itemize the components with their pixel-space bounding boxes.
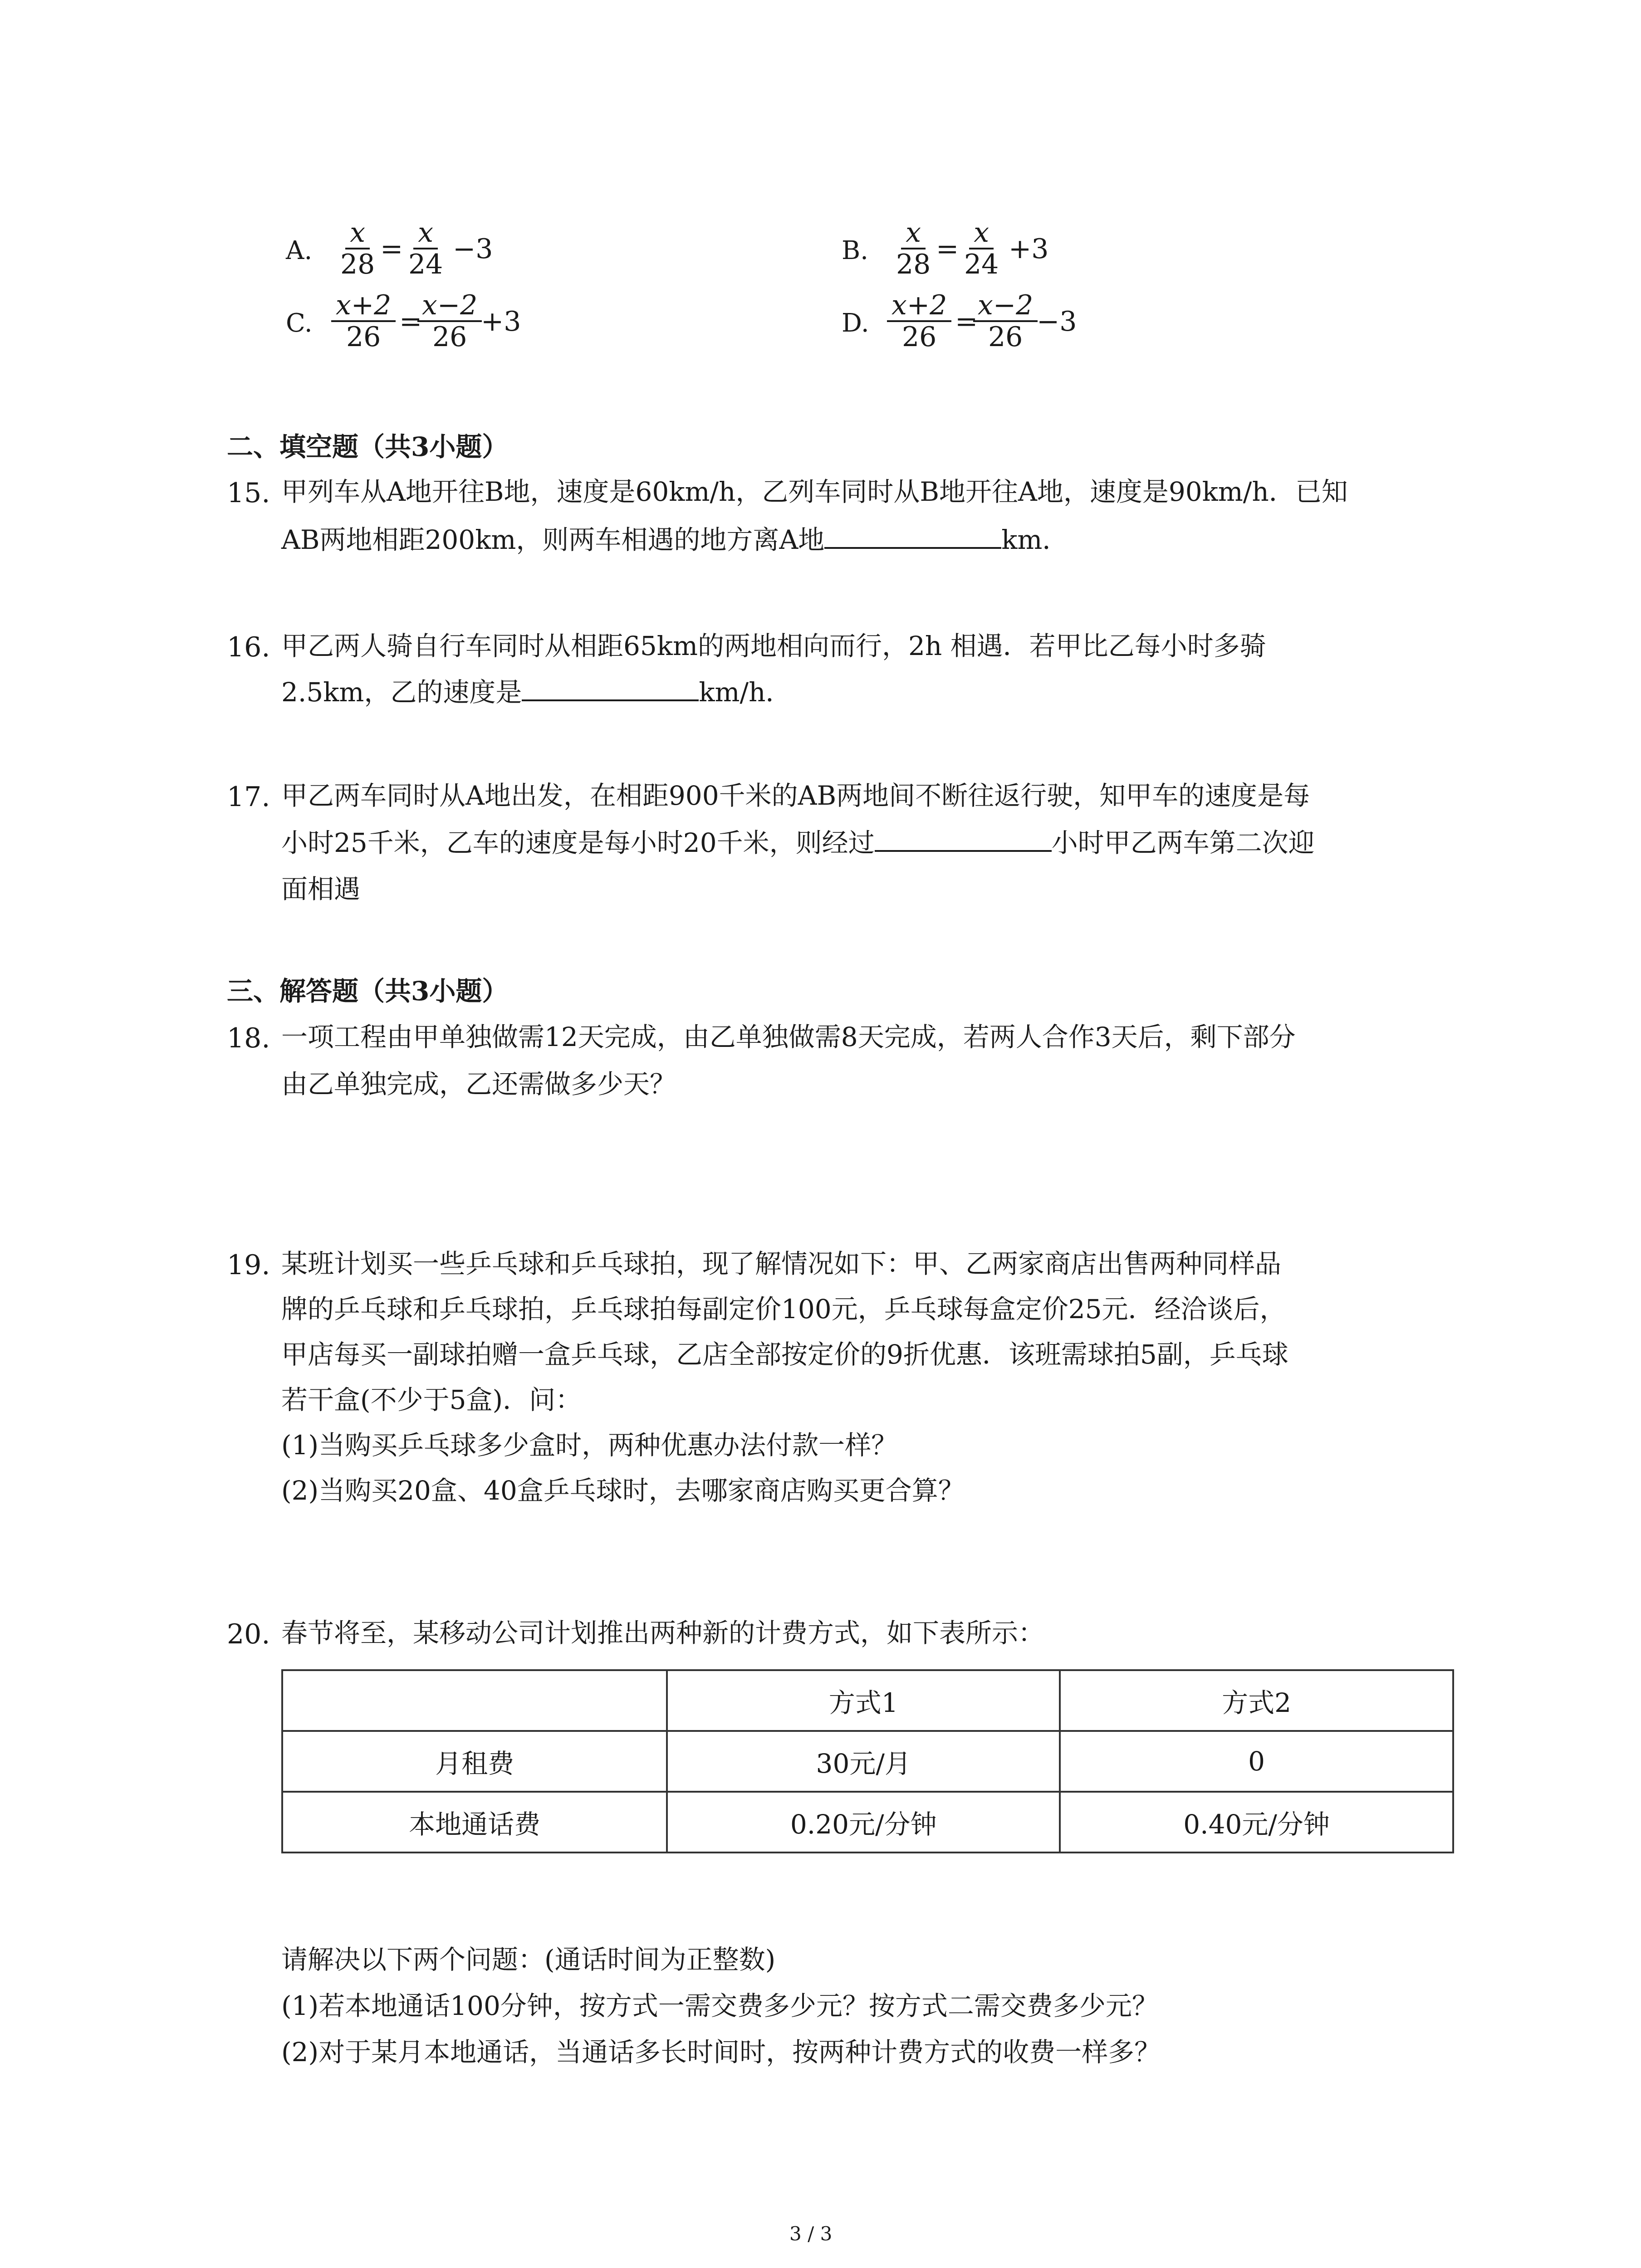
- option-a-right-fraction: [404, 218, 447, 279]
- table-row: [282, 1792, 1453, 1853]
- q19-line-4: 若干盒(不少于5盒)．问：: [281, 1384, 582, 1415]
- page-number: 3 / 3: [789, 2223, 833, 2245]
- option-a-left-fraction: [336, 218, 379, 279]
- q18-number: 18.: [227, 1022, 270, 1054]
- option-c-label: C.: [286, 308, 313, 338]
- q16-unit: km/h．: [699, 677, 792, 708]
- q15-answer-blank[interactable]: [824, 547, 1001, 549]
- q15-line-1: 甲列车从A地开往B地，速度是60km/h，乙列车同时从B地开往A地，速度是90km/h．已知: [281, 476, 1348, 507]
- q20-intro: 请解决以下两个问题：(通话时间为正整数): [281, 1944, 776, 1975]
- option-b-tail: +3: [1009, 233, 1049, 265]
- table-cell-row-label: 本地通话费: [282, 1792, 667, 1853]
- option-c-equals: =: [399, 306, 422, 337]
- q19-line-3: 甲店每买一副球拍赠一盒乒乓球，乙店全部按定价的9折优惠．该班需球拍5副，乒乓球: [281, 1339, 1288, 1370]
- option-b-right-denominator: 24: [964, 249, 999, 280]
- table-header-plan-2: 方式2: [1060, 1670, 1453, 1731]
- billing-table: [281, 1669, 1454, 1853]
- q16-answer-blank[interactable]: [522, 699, 699, 701]
- table-cell: 30元/月: [667, 1731, 1060, 1792]
- section-3-title: 三、解答题（共3小题）: [227, 976, 509, 1007]
- table-cell: 0: [1060, 1731, 1453, 1792]
- option-d-right-fraction: [973, 290, 1038, 352]
- option-c-right-denominator: 26: [432, 321, 467, 353]
- q19-sub-2: (2)当购买20盒、40盒乒乓球时，去哪家商店购买更合算？: [281, 1475, 965, 1506]
- option-c-right-fraction: [417, 290, 482, 352]
- table-cell-row-label: 月租费: [282, 1731, 667, 1792]
- table-header-row: [282, 1670, 1453, 1731]
- option-c-left-numerator: x+2: [331, 290, 396, 322]
- q15-unit: km．: [1001, 524, 1069, 555]
- q16-line-1: 甲乙两人骑自行车同时从相距65km的两地相向而行，2h 相遇．若甲比乙每小时多骑: [281, 631, 1266, 661]
- option-b-label: B.: [842, 236, 868, 265]
- option-a-right-denominator: 24: [408, 249, 443, 280]
- q15-number: 15.: [227, 477, 270, 509]
- option-b-left-numerator: x: [901, 218, 926, 249]
- q17-number: 17.: [227, 781, 270, 813]
- q17-line-1: 甲乙两车同时从A地出发，在相距900千米的AB两地间不断往返行驶，知甲车的速度是每: [281, 780, 1310, 811]
- q16-number: 16.: [227, 631, 270, 663]
- option-c-right-numerator: x−2: [417, 290, 482, 322]
- table-cell: 0.40元/分钟: [1060, 1792, 1453, 1853]
- q20-sub-1: (1)若本地通话100分钟，按方式一需交费多少元？按方式二需交费多少元？: [281, 1990, 1158, 2021]
- q17-line-2-text: 小时25千米，乙车的速度是每小时20千米，则经过: [281, 827, 875, 858]
- option-d-label: D.: [842, 308, 869, 338]
- q17-line-2: [281, 829, 1315, 856]
- option-b-left-denominator: 28: [896, 249, 931, 280]
- option-b-right-fraction: [960, 218, 1003, 279]
- q18-line-2: 由乙单独完成，乙还需做多少天？: [281, 1069, 676, 1100]
- q20-number: 20.: [227, 1618, 270, 1650]
- option-a-label: A.: [286, 236, 313, 265]
- table-header-empty: [282, 1670, 667, 1731]
- q20-sub-2: (2)对于某月本地通话，当通话多长时间时，按两种计费方式的收费一样多？: [281, 2037, 1161, 2068]
- q19-sub-1: (1)当购买乒乓球多少盒时，两种优惠办法付款一样？: [281, 1430, 898, 1461]
- option-b-equals: =: [936, 233, 959, 265]
- q16-line-2-text: 2.5km，乙的速度是: [281, 677, 522, 708]
- q17-line-3: 面相遇: [281, 874, 361, 904]
- option-d-left-fraction: [887, 290, 951, 352]
- option-a-equals: =: [380, 233, 403, 265]
- q16-line-2: [281, 679, 792, 706]
- q17-answer-blank[interactable]: [875, 850, 1052, 852]
- q19-number: 19.: [227, 1249, 270, 1281]
- q18-line-1: 一项工程由甲单独做需12天完成，由乙单独做需8天完成，若两人合作3天后，剩下部分: [281, 1022, 1296, 1052]
- option-d-right-denominator: 26: [988, 321, 1023, 353]
- section-2-title: 二、填空题（共3小题）: [227, 431, 509, 462]
- option-a-left-numerator: x: [345, 218, 370, 249]
- option-b-right-numerator: x: [969, 218, 994, 249]
- table-cell: 0.20元/分钟: [667, 1792, 1060, 1853]
- option-d-left-numerator: x+2: [887, 290, 951, 322]
- q15-line-2-text: AB两地相距200km，则两车相遇的地方离A地: [281, 524, 825, 555]
- table-row: [282, 1731, 1453, 1792]
- table-header-plan-1: 方式1: [667, 1670, 1060, 1731]
- q17-line-2-tail: 小时甲乙两车第二次迎: [1051, 827, 1315, 858]
- option-d-right-numerator: x−2: [973, 290, 1038, 322]
- option-a-tail: −3: [453, 233, 493, 265]
- option-c-tail: +3: [481, 306, 521, 337]
- q15-line-2: [281, 526, 1068, 553]
- option-d-left-denominator: 26: [901, 321, 937, 353]
- q19-line-1: 某班计划买一些乒乓球和乒乓球拍，现了解情况如下：甲、乙两家商店出售两种同样品: [281, 1248, 1282, 1279]
- option-c-left-fraction: [331, 290, 396, 352]
- option-d-tail: −3: [1037, 306, 1077, 337]
- option-a-right-numerator: x: [413, 218, 438, 249]
- option-a-left-denominator: 28: [340, 249, 375, 280]
- option-d-equals: =: [955, 306, 978, 337]
- q19-line-2: 牌的乒乓球和乒乓球拍，乒乓球拍每副定价100元，乒乓球每盒定价25元．经洽谈后，: [281, 1294, 1286, 1325]
- q20-line-1: 春节将至，某移动公司计划推出两种新的计费方式，如下表所示：: [281, 1618, 1045, 1648]
- option-c-left-denominator: 26: [346, 321, 381, 353]
- option-b-left-fraction: [892, 218, 935, 279]
